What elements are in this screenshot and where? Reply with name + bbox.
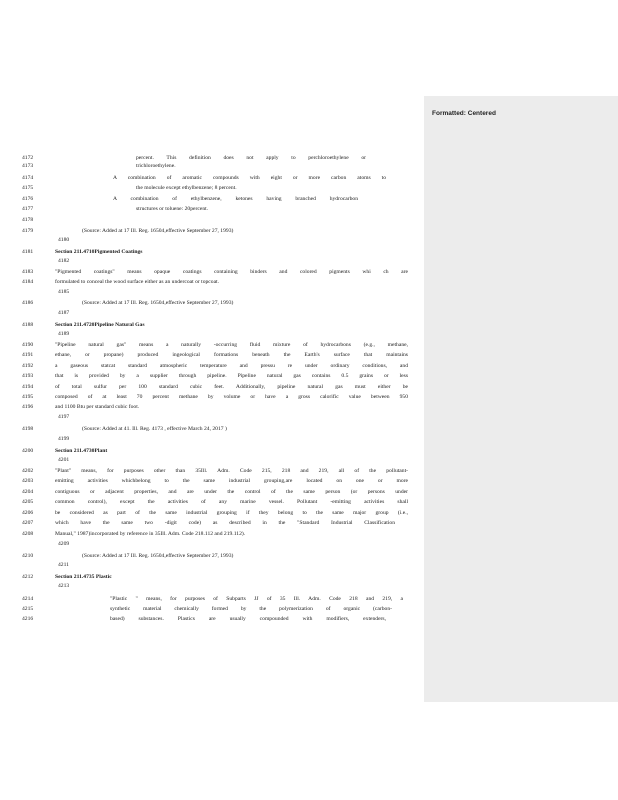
text-line: 4213 xyxy=(58,583,70,589)
line-number: 4175 xyxy=(22,185,34,191)
comment-sidebar xyxy=(424,96,618,702)
text-line: 4189 xyxy=(58,331,70,337)
text-line: (Source: Added at 17 Ill. Reg. 16504,effective September 27, 1993) xyxy=(82,300,234,306)
line-number: 4194 xyxy=(22,384,34,390)
line-number: 4184 xyxy=(22,279,34,285)
line-number: 4177 xyxy=(22,206,34,212)
line-number: 4214 xyxy=(22,596,34,602)
text-line: trichloroethylene. xyxy=(136,163,176,169)
text-line: "Pigmented coatings" means opaque coatings containing binders and colored pigments whi ch are xyxy=(55,269,408,275)
line-number: 4195 xyxy=(22,394,34,400)
line-number: 4188 xyxy=(22,322,34,328)
formatting-note: Formatted: Centered xyxy=(432,110,496,117)
line-number: 4183 xyxy=(22,269,34,275)
text-line: contiguous or adjacent properties, and are under the control of the same person (or persons under xyxy=(55,489,408,495)
text-line: 4180 xyxy=(58,237,70,243)
text-line: based) substances. Plastics are usually compounded with modifiers, extenders, xyxy=(110,616,386,622)
line-number: 4179 xyxy=(22,228,34,234)
text-line: "Plant" means, for purposes other than 35Ill. Adm. Code 215, 218 and 219, all of the pollutant- xyxy=(55,468,408,474)
text-line: which have the same two -digit code) as described in the "Standard Industrial Classification xyxy=(55,520,395,526)
text-line: (Source: Added at 17 Ill. Reg. 16504,effective September 27, 1993) xyxy=(82,553,234,559)
line-number: 4202 xyxy=(22,468,34,474)
section-heading: Section 211.4720Pipeline Natural Gas xyxy=(55,322,145,328)
text-line: 4209 xyxy=(58,541,70,547)
section-heading: Section 211.4735 Plastic xyxy=(55,574,112,580)
text-line: "Pipeline natural gas" means a naturally -occurring fluid mixture of hydrocarbons (e.g., methane, xyxy=(55,342,408,348)
line-number: 4207 xyxy=(22,520,34,526)
line-number: 4196 xyxy=(22,404,34,410)
line-number: 4216 xyxy=(22,616,34,622)
line-number: 4173 xyxy=(22,163,34,169)
text-line: 4211 xyxy=(58,562,69,568)
line-number: 4208 xyxy=(22,531,34,537)
text-line: (Source: Added at 41. Ill. Reg. 4173 , effective March 24, 2017 ) xyxy=(82,426,227,432)
line-number: 4178 xyxy=(22,217,34,223)
text-line: 4182 xyxy=(58,258,70,264)
text-line: percent. This definition does not apply to perchloroethylene or xyxy=(136,155,366,161)
line-number: 4198 xyxy=(22,426,34,432)
line-number: 4206 xyxy=(22,510,34,516)
text-line: common control), except the activities of any marine vessel. Pollutant -emitting activities shall xyxy=(55,499,408,505)
text-line: ethane, or propane) produced ingeological formations beneath the Earth's surface that maintains xyxy=(55,352,408,358)
section-heading: Section 211.4730Plant xyxy=(55,448,108,454)
section-heading: Section 211.4710Pigmented Coatings xyxy=(55,249,143,255)
text-line: 4185 xyxy=(58,289,70,295)
line-number: 4212 xyxy=(22,574,34,580)
line-number: 4204 xyxy=(22,489,34,495)
line-number: 4203 xyxy=(22,478,34,484)
line-number: 4174 xyxy=(22,175,34,181)
text-line: synthetic material chemically formed by the polymerization of organic (carbon- xyxy=(110,606,392,612)
line-number: 4200 xyxy=(22,448,34,454)
text-line: a gaseous statcat standard atmospheric temperature and pressu re under ordinary conditions, and xyxy=(55,363,408,369)
text-line: the molecule except ethylbenzene; 8 percent. xyxy=(136,185,237,191)
line-number: 4176 xyxy=(22,196,34,202)
text-line: 4197 xyxy=(58,414,70,420)
text-line: (Source: Added at 17 Ill. Reg. 16504,effective September 27, 1993) xyxy=(82,228,234,234)
text-line: be considered as part of the same industrial grouping if they belong to the same major group (i.e., xyxy=(55,510,408,516)
text-line: 4199 xyxy=(58,436,70,442)
text-line: "Plastic " means, for purposes of Subparts JJ of 35 Ill. Adm. Code 218 and 219, a xyxy=(110,596,403,602)
line-number: 4215 xyxy=(22,606,34,612)
line-number: 4205 xyxy=(22,499,34,505)
line-number: 4190 xyxy=(22,342,34,348)
text-line: that is provided by a supplier through pipeline. Pipeline natural gas contains 0.5 grains or less xyxy=(55,373,408,379)
text-line: 4187 xyxy=(58,310,70,316)
line-number: 4186 xyxy=(22,300,34,306)
line-number: 4210 xyxy=(22,553,34,559)
line-number: 4191 xyxy=(22,352,34,358)
text-line: and 1100 Btu per standard cubic foot. xyxy=(55,404,140,410)
text-line: composed of at least 70 percent methane by volume or have a gross calorific value between 950 xyxy=(55,394,408,400)
text-line: emitting activities whichbelong to the same industrial grouping,are located on one or more xyxy=(55,478,408,484)
text-line: structures or toluene: 20percent. xyxy=(136,206,209,212)
line-number: 4181 xyxy=(22,249,34,255)
text-line: formulated to conceal the wood surface either as an undercoat or topcoat. xyxy=(55,279,220,285)
text-line: A combination of ethylbenzene, ketones having branched hydrocarbon xyxy=(113,196,358,202)
text-line: 4201 xyxy=(58,457,70,463)
text-line: of total sulfur per 100 standard cubic feet. Additionally, pipeline natural gas must either be xyxy=(55,384,408,390)
line-number: 4193 xyxy=(22,373,34,379)
line-number: 4192 xyxy=(22,363,34,369)
text-line: Manual," 1987)incorporated by reference in 35Ill. Adm. Code 218.112 and 219.112). xyxy=(55,531,246,537)
line-number: 4172 xyxy=(22,155,34,161)
text-line: A combination of aromatic compounds with eight or more carbon atoms to xyxy=(113,175,386,181)
